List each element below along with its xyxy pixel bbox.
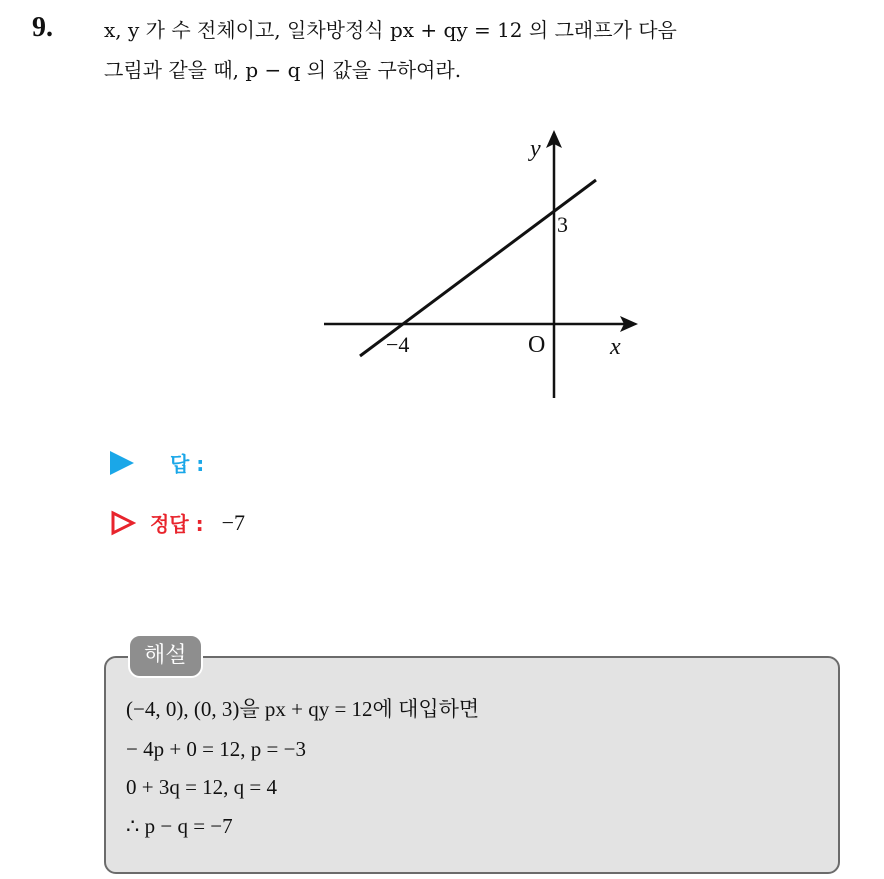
origin-label: O [528, 332, 546, 358]
solution-line-1: (−4, 0), (0, 3)을 px + qy = 12에 대입하면 [126, 697, 480, 721]
outline-triangle-icon [110, 510, 136, 536]
y-axis-label: y [530, 136, 541, 162]
graph-line [360, 180, 596, 356]
solution-tag: 해설 [128, 634, 203, 678]
coordinate-graph [320, 126, 650, 402]
solution-line-2: − 4p + 0 = 12, p = −3 [126, 737, 306, 761]
question-number: 9. [32, 12, 53, 43]
question-text-line-1: x, y 가 수 전체이고, 일차방정식 px + qy = 12 의 그래프가 다음 [104, 18, 677, 42]
answer-label: 답 : [170, 452, 205, 476]
solution-box [104, 656, 840, 874]
x-intercept-label: −4 [386, 332, 410, 357]
correct-answer-label: 정답 : [150, 512, 204, 536]
solution-line-3: 0 + 3q = 12, q = 4 [126, 775, 278, 799]
correct-answer-row [110, 508, 245, 537]
question-text-line-2: 그림과 같을 때, p − q 의 값을 구하여라. [104, 58, 462, 82]
x-axis-label: x [610, 334, 621, 360]
filled-triangle-icon [110, 451, 134, 475]
correct-answer-value: −7 [221, 509, 246, 535]
answer-row [110, 448, 222, 477]
solution-line-4: ∴ p − q = −7 [126, 814, 233, 838]
y-intercept-label: 3 [557, 212, 568, 237]
